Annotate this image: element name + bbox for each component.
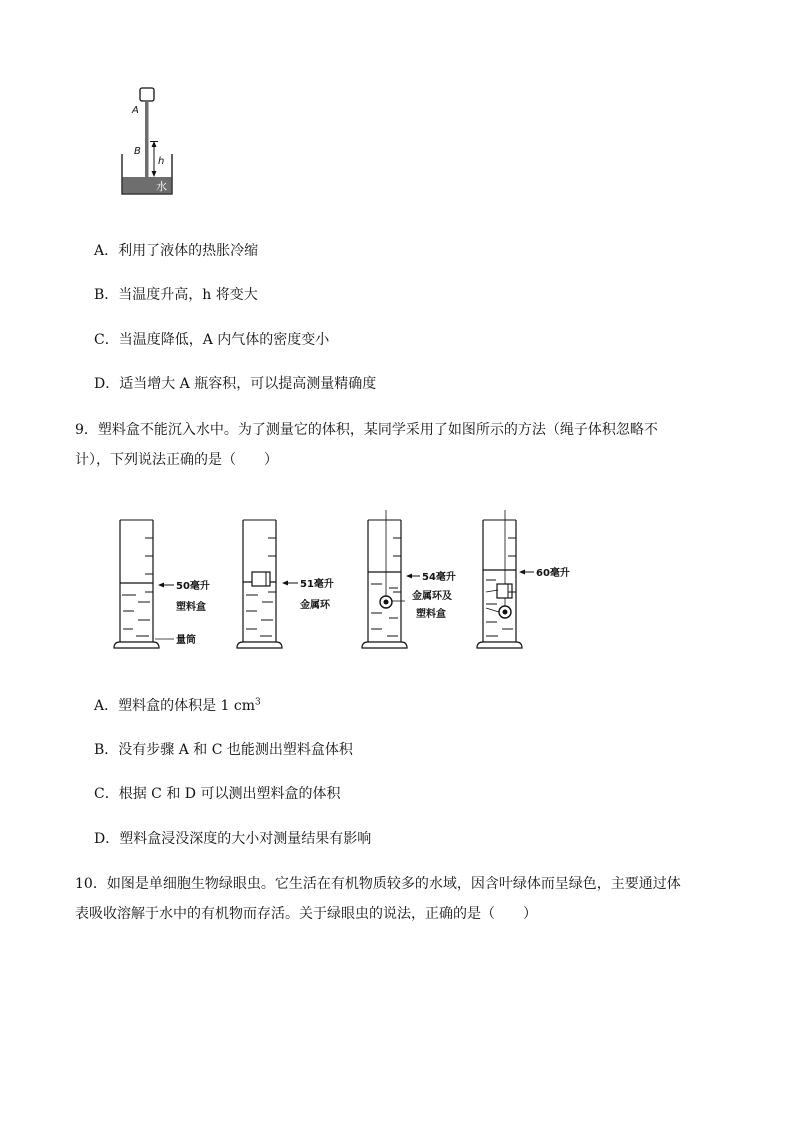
c2-reading: 51毫升	[300, 579, 334, 590]
q9-option-a-sup: 3	[255, 697, 261, 708]
plastic-box-submerged	[497, 584, 512, 598]
c1-reading: 50毫升	[176, 581, 210, 592]
label-h: h	[158, 156, 165, 167]
c2-object: 金属环	[300, 600, 330, 611]
q10-stem-line1: 10．如图是单细胞生物绿眼虫。它生活在有机物质较多的水域，因含叶绿体而呈绿色，主要通过体	[75, 876, 681, 892]
cylinders-figure	[100, 508, 620, 658]
c1-object: 塑料盒	[176, 602, 206, 613]
glass-tube	[145, 101, 149, 183]
q8-option-b: B．当温度升高，h 将变大	[94, 287, 258, 303]
cylinder-4	[477, 510, 570, 648]
cylinder-3	[362, 510, 456, 648]
q9-stem-line2: 计），下列说法正确的是（ ）	[75, 452, 278, 468]
label-water: 水	[156, 180, 167, 193]
q9-option-d: D．塑料盒浸没深度的大小对测量结果有影响	[94, 831, 372, 847]
thermometer-figure	[110, 86, 200, 198]
c3-reading: 54毫升	[422, 572, 456, 583]
c4-reading: 60毫升	[536, 568, 570, 579]
q9-stem-line1: 9．塑料盒不能沉入水中。为了测量它的体积，某同学采用了如图所示的方法（绳子体积忽略不	[75, 422, 658, 438]
q9-option-a	[94, 696, 261, 716]
plastic-box	[252, 572, 270, 586]
q9-option-b: B．没有步骤 A 和 C 也能测出塑料盒体积	[94, 742, 353, 758]
c3-object-line1: 金属环及	[412, 591, 452, 602]
q8-option-c: C．当温度降低，A 内气体的密度变小	[94, 332, 330, 348]
label-a: A	[132, 105, 139, 116]
q10-stem-line2: 表吸收溶解于水中的有机物而存活。关于绿眼虫的说法，正确的是（ ）	[75, 906, 537, 922]
q9-option-a-text: A．塑料盒的体积是 1 cm	[94, 698, 256, 714]
c3-object-line2: 塑料盒	[416, 609, 446, 620]
c1-cylinder: 量筒	[176, 635, 196, 646]
q9-option-c: C．根据 C 和 D 可以测出塑料盒的体积	[94, 786, 341, 802]
cylinder-1	[114, 520, 210, 648]
q8-option-a: A．利用了液体的热胀冷缩	[94, 243, 259, 259]
q8-option-d: D．适当增大 A 瓶容积，可以提高测量精确度	[94, 376, 377, 392]
cylinder-2	[237, 520, 334, 648]
bulb-a	[140, 88, 154, 101]
label-b: B	[134, 146, 141, 157]
